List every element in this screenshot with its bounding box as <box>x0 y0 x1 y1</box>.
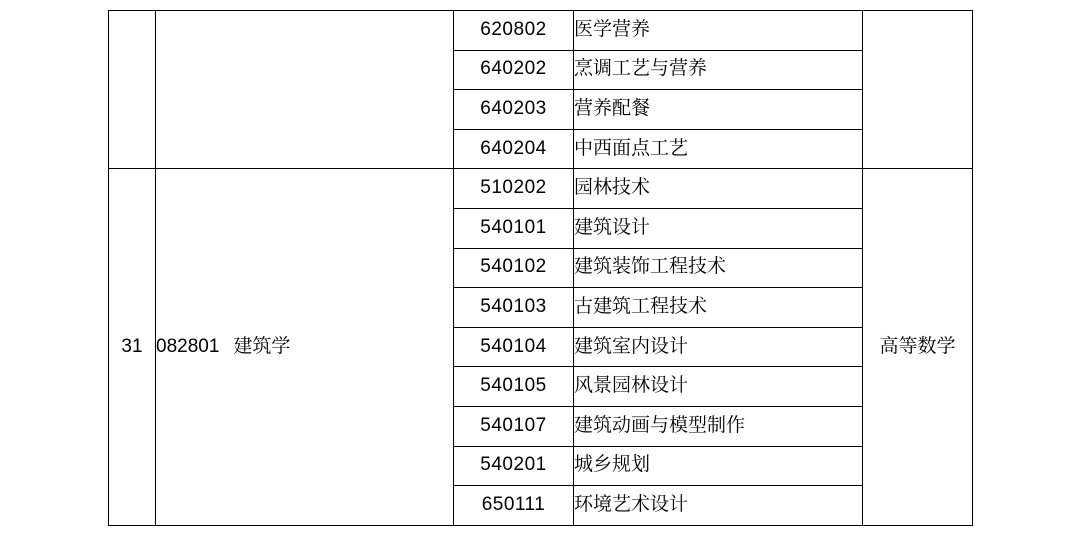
sub-major-name: 建筑设计 <box>574 208 863 248</box>
group-exam-cell: 高等数学 <box>863 169 973 525</box>
sub-major-code: 540201 <box>454 446 574 486</box>
sub-major-code: 640202 <box>454 50 574 90</box>
sub-major-name: 古建筑工程技术 <box>574 288 863 328</box>
sub-major-code: 540105 <box>454 367 574 407</box>
group-index-cell: 31 <box>109 169 156 525</box>
sub-major-code: 540102 <box>454 248 574 288</box>
sub-major-name: 营养配餐 <box>574 90 863 130</box>
sub-major-name: 建筑室内设计 <box>574 327 863 367</box>
sub-major-code: 540101 <box>454 208 574 248</box>
sub-major-name: 风景园林设计 <box>574 367 863 407</box>
table-body <box>109 11 973 526</box>
group-exam-cell <box>863 11 973 169</box>
sub-major-code: 640204 <box>454 129 574 169</box>
sub-major-name: 园林技术 <box>574 169 863 209</box>
sub-major-name: 医学营养 <box>574 11 863 51</box>
sub-major-code: 640203 <box>454 90 574 130</box>
sub-major-code: 540103 <box>454 288 574 328</box>
sub-major-code: 510202 <box>454 169 574 209</box>
sub-major-code: 620802 <box>454 11 574 51</box>
sub-major-code: 540104 <box>454 327 574 367</box>
sub-major-name: 中西面点工艺 <box>574 129 863 169</box>
sub-major-name: 环境艺术设计 <box>574 486 863 526</box>
sub-major-code: 650111 <box>454 486 574 526</box>
group-major-code: 082801 <box>156 335 220 357</box>
table-row <box>109 169 973 209</box>
majors-table <box>108 10 973 526</box>
sub-major-name: 建筑动画与模型制作 <box>574 406 863 446</box>
group-major-cell <box>156 169 454 525</box>
group-major-cell <box>156 11 454 169</box>
group-major-name: 建筑学 <box>233 335 291 357</box>
group-index-cell <box>109 11 156 169</box>
sub-major-name: 建筑装饰工程技术 <box>574 248 863 288</box>
sub-major-name: 烹调工艺与营养 <box>574 50 863 90</box>
table-row <box>109 11 973 51</box>
sub-major-code: 540107 <box>454 406 574 446</box>
sub-major-name: 城乡规划 <box>574 446 863 486</box>
